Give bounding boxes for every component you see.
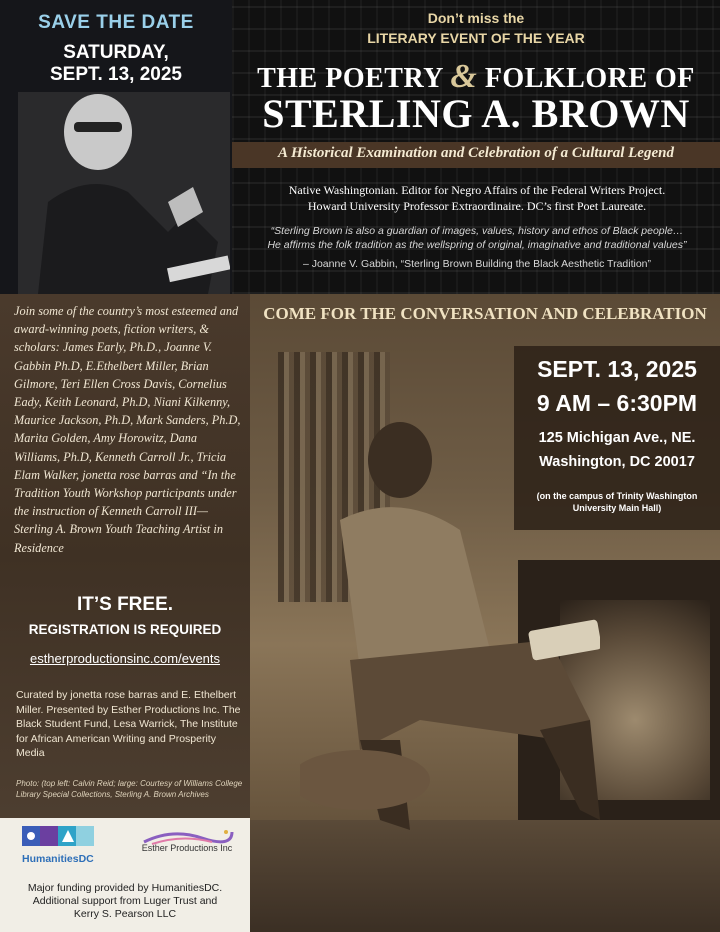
title-part-2: FOLKLORE OF: [484, 63, 695, 94]
event-subtitle: A Historical Examination and Celebration of a Cultural Legend: [278, 145, 674, 161]
funding-line-2: Additional support from Luger Trust and: [32, 895, 218, 907]
save-the-date-day: SATURDAY,: [63, 42, 169, 63]
event-address-line-2: Washington, DC 20017: [539, 454, 695, 470]
title-ampersand: &: [450, 58, 478, 95]
title-part-1: THE POETRY: [257, 63, 443, 94]
curated-by-text: Curated by jonetta rose barras and E. Ethelbert Miller. Presented by Esther Productions Inc. The Black Student Fund, Lesa Warrick, The Institute for African American Writing and Prosperity Media: [16, 689, 241, 759]
quote-line-2: He affirms the folk tradition as the wellspring of original, imaginative and traditional values”: [267, 239, 687, 251]
participants-text: Join some of the country’s most esteemed and award-winning poets, fiction writers, & scholars: James Early, Ph.D., Joanne V. Gabbin Ph.D, E.Ethelbert Miller, Brian Gilmore, Teri Ellen Cross Davis, Cornelius Eady, Keith Leonard, Ph.D, Niani Kilkenny, Maurice Jackson, Ph.D, Mark Sanders, Ph.D, Marita Golden, Amy Horowitz, Dana Williams, Ph.D, Kenneth Carroll Jr., Tricia Elam Walker, jonetta rose barras and “In the Tradition Youth Workshop participants under the instruction of Kenneth Carroll III— Sterling A. Brown Youth Teaching Artist in Residence: [14, 304, 241, 555]
quote-line-1: “Sterling Brown is also a guardian of images, values, history and ethos of Black people…: [270, 225, 684, 237]
quote-text: [240, 224, 714, 252]
teaser-line-2: LITERARY EVENT OF THE YEAR: [367, 30, 585, 46]
event-title-name: STERLING A. BROWN: [262, 91, 690, 136]
funding-line-1: Major funding provided by HumanitiesDC.: [27, 882, 223, 894]
campus-note: [514, 490, 720, 514]
registration-link[interactable]: estherproductionsinc.com/events: [29, 651, 221, 666]
event-date: SEPT. 13, 2025: [537, 356, 697, 382]
bio-line-2: Howard University Professor Extraordinaire. DC’s first Poet Laureate.: [307, 199, 647, 213]
humanitiesdc-logo-icon: [22, 824, 104, 850]
bio-text: [240, 182, 714, 214]
conversation-heading: COME FOR THE CONVERSATION AND CELEBRATION: [263, 304, 707, 323]
teaser-line-1: Don’t miss the: [427, 10, 525, 26]
quote-attribution: – Joanne V. Gabbin, “Sterling Brown Building the Black Aesthetic Tradition”: [302, 258, 652, 270]
portrait-photo: [18, 92, 230, 294]
humanitiesdc-name: HumanitiesDC: [22, 853, 94, 865]
photo-credit: Photo: (top left: Calvin Reid; large: Courtesy of Williams College Library Special Collections, Sterling A. Brown Archives: [16, 779, 243, 799]
event-time: 9 AM – 6:30PM: [536, 390, 698, 416]
funding-line-3: Kerry S. Pearson LLC: [73, 908, 177, 920]
campus-note-line-1: (on the campus of Trinity Washington: [536, 491, 698, 501]
event-address-line-1: 125 Michigan Ave., NE.: [538, 430, 696, 446]
save-the-date-label: SAVE THE DATE: [38, 12, 194, 33]
save-the-date-date: SEPT. 13, 2025: [49, 64, 183, 85]
funding-text: [6, 882, 244, 921]
registration-label: REGISTRATION IS REQUIRED: [28, 622, 222, 637]
campus-note-line-2: University Main Hall): [572, 503, 662, 513]
bio-line-1: Native Washingtonian. Editor for Negro Affairs of the Federal Writers Project.: [288, 183, 666, 197]
esther-productions-name: Esther Productions Inc: [141, 843, 233, 853]
free-label: IT’S FREE.: [76, 594, 174, 615]
